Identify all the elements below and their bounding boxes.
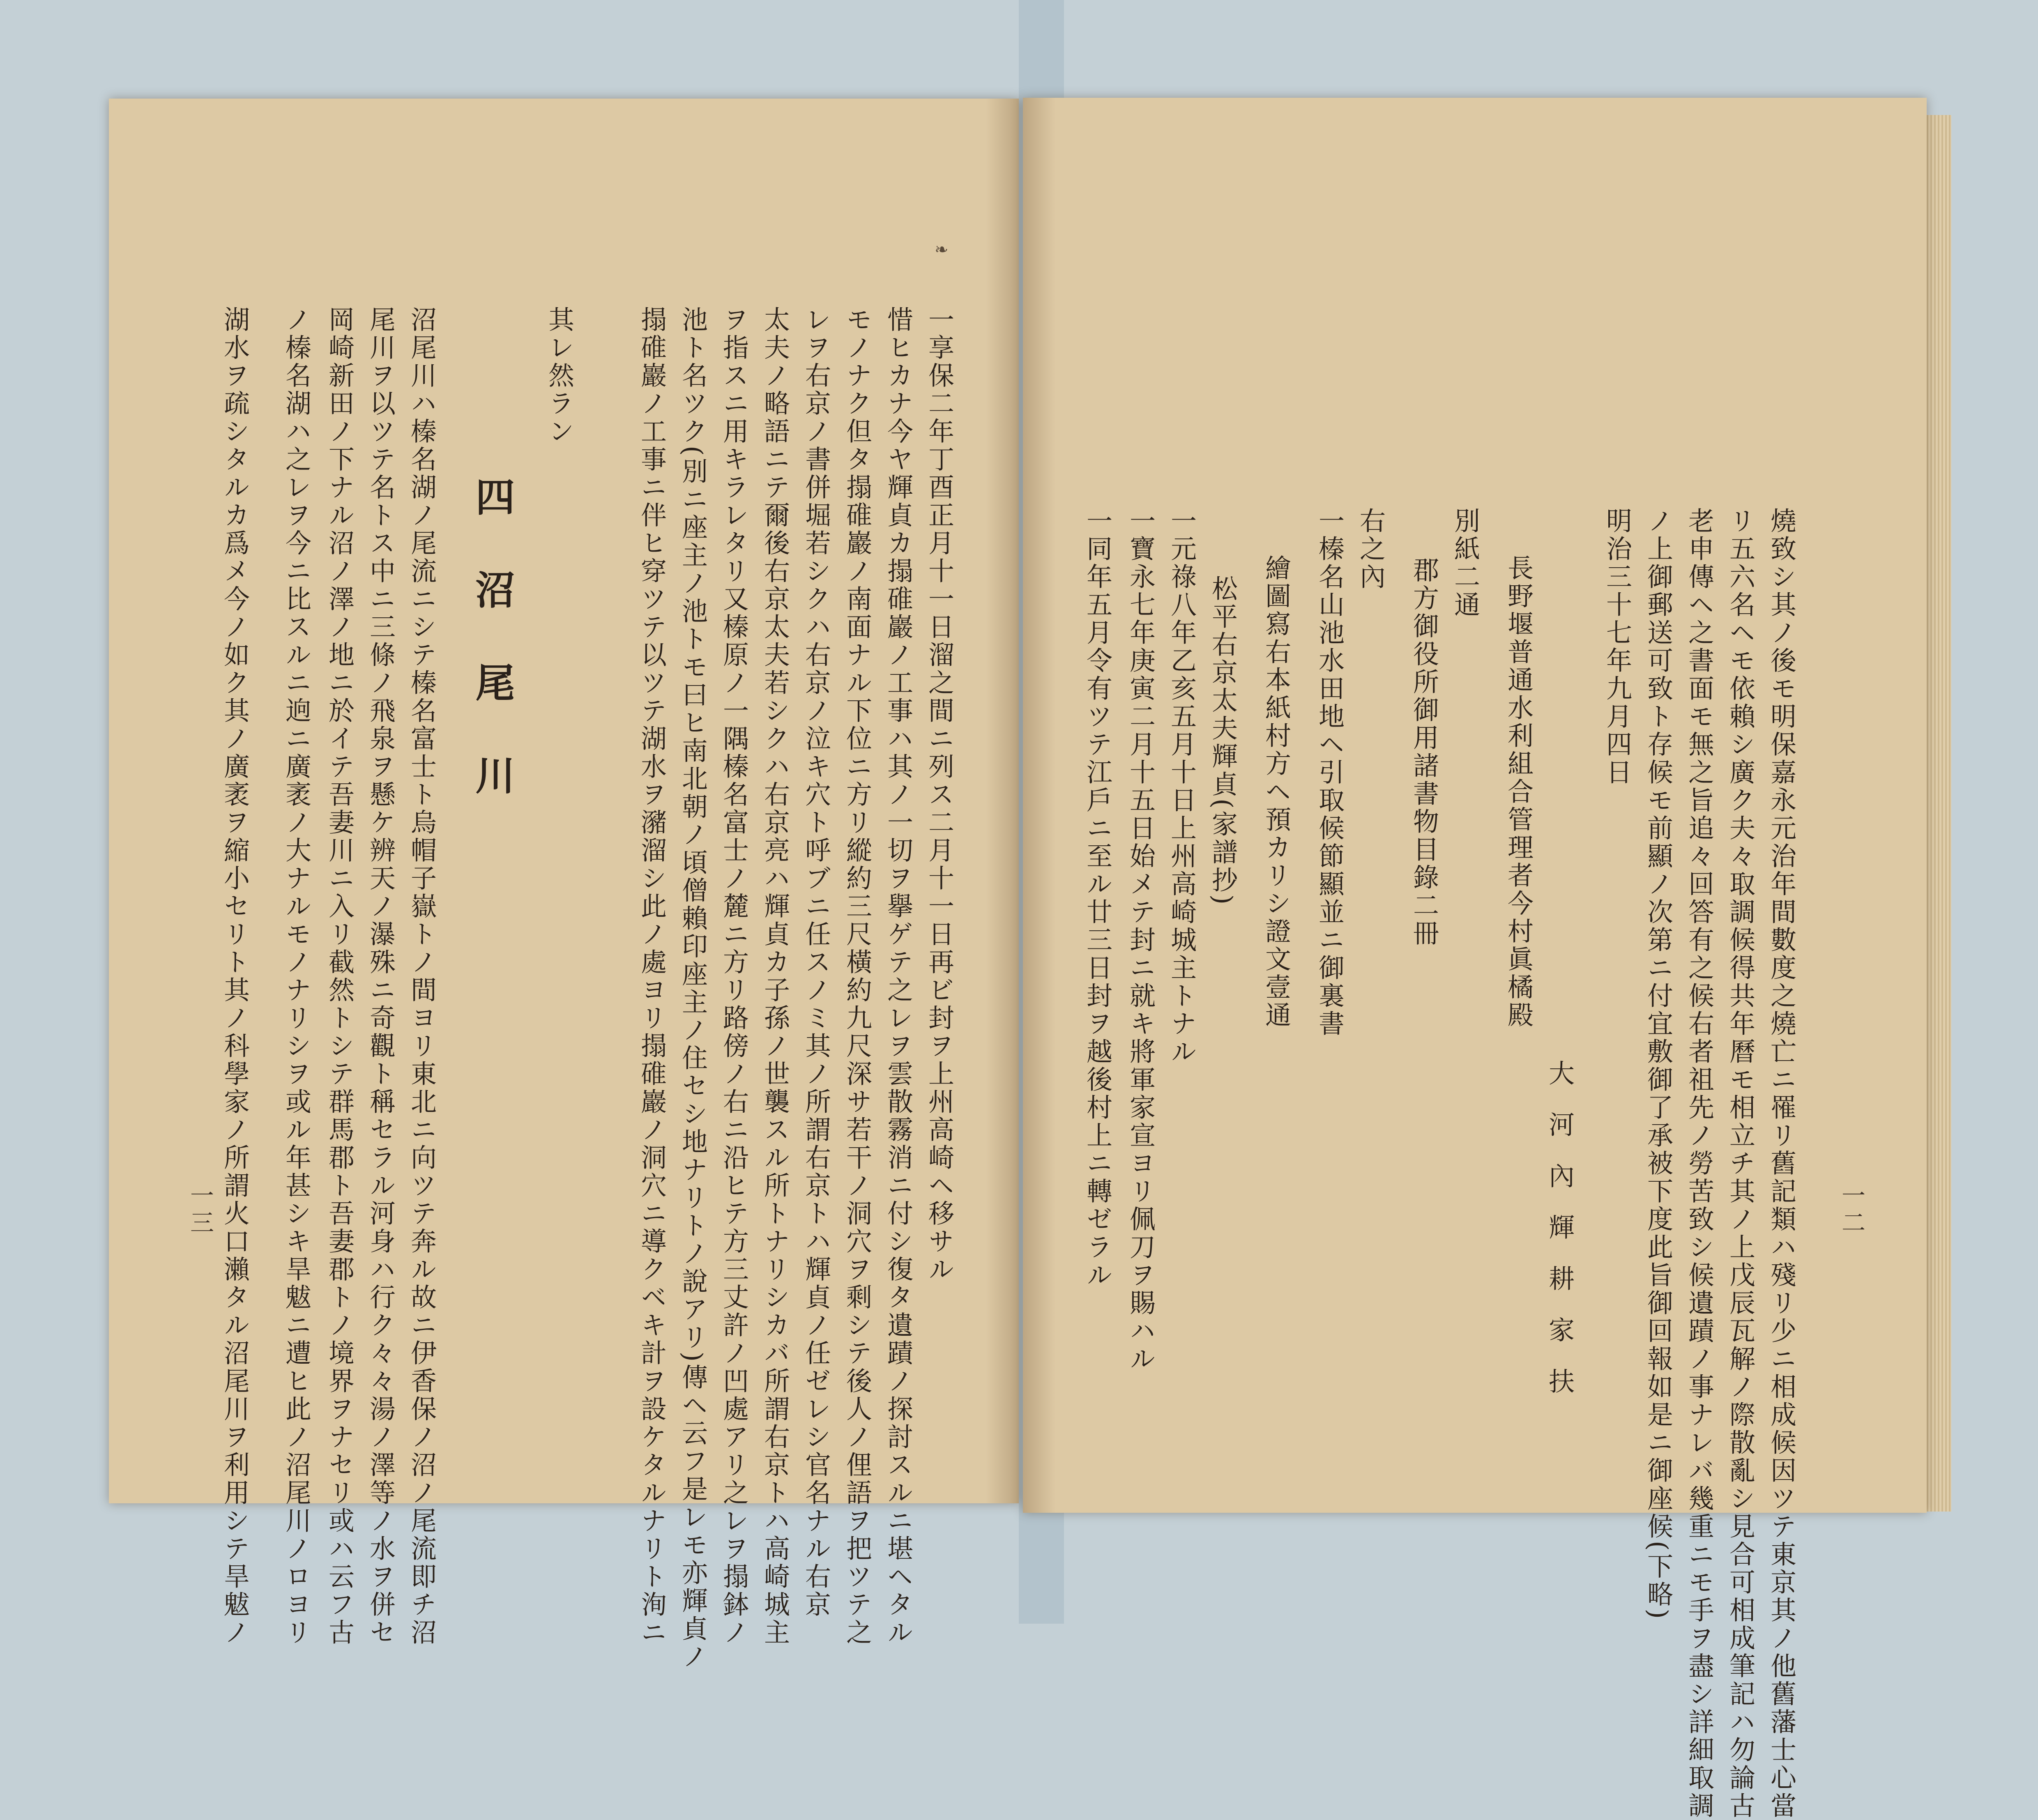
page-edges [1927, 115, 1951, 1512]
text-column: 一榛名山池水田地ヘ引取候節顯並ニ御裏書 [1315, 507, 1345, 1038]
text-column: レヲ右京ノ書併堀若シクハ右京ノ泣キ穴ト呼ブニ任スノミ其ノ所謂右京トハ輝貞ノ任ゼレシ官名ナル右京 [801, 306, 831, 1619]
text-column: 搨碓巖ノ工事ニ伴ヒ穿ツテ以ツテ湖水ヲ瀦溜シ此ノ處ヨリ搨碓巖ノ洞穴ニ導クベキ計ヲ設ケタルナリト洵ニ [637, 306, 667, 1647]
text-column: 岡崎新田ノ下ナル沼ノ澤ノ地ニ於イテ吾妻川ニ入リ截然トシテ群馬郡ト吾妻郡トノ境界ヲナセリ或ハ云フ古 [325, 306, 355, 1647]
text-column: 其レ然ラン [544, 306, 574, 446]
text-column: 一享保二年丁酉正月十一日溜之間ニ列ス二月十一日再ビ封ヲ上州高崎ヘ移サル [924, 306, 954, 1284]
text-column: 老申傳ヘ之書面モ無之旨追々回答有之候右者祖先ノ勞苦致シ候遺蹟ノ事ナレバ幾重ニモ手ヲ盡シ詳細取調 [1684, 507, 1714, 1820]
text-column: 右之內 [1356, 507, 1386, 591]
text-column: 湖水ヲ疏シタルカ爲メ今ノ如ク其ノ廣袤ヲ縮小セリト其ノ科學家ノ所謂火口瀨タル沼尾川ヲ利用シテ旱魃ノ [220, 306, 250, 1647]
text-column: 惜ヒカナ今ヤ輝貞カ搨碓巖ノ工事ハ其ノ一切ヲ擧ゲテ之レヲ雲散霧消ニ付シ復タ遺蹟ノ探討スルニ堪ヘタル [883, 306, 913, 1647]
text-column: 郡方御役所御用諸書物目錄二冊 [1409, 557, 1439, 948]
text-column: リ五六名ヘモ依賴シ廣ク夫々取調候得共年曆モ相立チ其ノ上戊辰瓦解ノ際散亂シ見合可相成筆記ハ勿論古 [1725, 507, 1755, 1820]
text-column: 太夫ノ略語ニテ爾後右京太夫若シクハ右京亮ハ輝貞カ子孫ノ世襲スル所トナリシカバ所謂右京トハ高崎城主 [760, 306, 790, 1647]
text-column: 一元祿八年乙亥五月十日上州高崎城主トナル [1167, 507, 1197, 1066]
text-column: ノ上御郵送可致ト存候モ前顯ノ次第ニ付宜敷御了承被下度此旨御回報如是ニ御座候(下略) [1643, 507, 1673, 1621]
left-page-number: 一三 [186, 1183, 214, 1237]
addressee-line: 長野堰普通水利組合管理者今村眞橘殿 [1504, 555, 1534, 1029]
gutter-shade [1023, 98, 1056, 1513]
text-column: 尾川ヲ以ツテ名トス中ニ三條ノ飛泉ヲ懸ケ辨天ノ瀑殊ニ奇觀ト稱セラル河身ハ行ク々々湯ノ澤等ノ水ヲ併セ [366, 306, 396, 1647]
section-heading: 四沼尾川 [469, 476, 516, 848]
text-column: 繪圖寫右本紙村方ヘ預カリシ證文壹通 [1261, 555, 1291, 1029]
text-column: 一同年五月令有ツテ江戶ニ至ル廿三日封ヲ越後村上ニ轉ゼラル [1082, 507, 1112, 1289]
signature: 大河內輝耕家扶 [1545, 1060, 1575, 1419]
text-column: 燒致シ其ノ後モ明保嘉永元治年間數度之燒亡ニ罹リ舊記類ハ殘リ少ニ相成候因ツテ東京其ノ他舊藩士心當 [1766, 507, 1796, 1820]
printer-mark: ❧ [935, 240, 949, 259]
text-column: 一寶永七年庚寅二月十五日始メテ封ニ就キ將軍家宣ヨリ佩刀ヲ賜ハル [1126, 507, 1156, 1373]
text-column: 池ト名ツク(別ニ座主ノ池トモ曰ヒ南北朝ノ頃僧賴印座主ノ住セシ地ナリトノ說アリ)傳ヘ云フ是レモ亦輝貞ノ [678, 306, 708, 1671]
right-page-number: 一二 [1838, 1183, 1865, 1237]
text-column: ノ榛名湖ハ之レヲ今ニ比スルニ逈ニ廣袤ノ大ナルモノナリシヲ或ル年甚シキ旱魃ニ遭ヒ此ノ沼尾川ノロヨリ [281, 306, 311, 1647]
text-column: ヲ指スニ用キラレタリ又榛原ノ一隅榛名富士ノ麓ニ方リ路傍ノ右ニ沿ヒテ方三丈許ノ凹處アリ之レヲ搨鉢ノ [719, 306, 749, 1647]
date-line: 明治三十七年九月四日 [1602, 507, 1632, 787]
text-column: 別紙二通 [1450, 507, 1480, 619]
text-column: 沼尾川ハ榛名湖ノ尾流ニシテ榛名富士ト烏帽子嶽トノ間ヨリ東北ニ向ツテ奔ル故ニ伊香保ノ沼ノ尾流即チ沼 [407, 306, 437, 1647]
gutter-shade [986, 99, 1019, 1503]
section-label: 松平右京太夫輝貞(家譜抄) [1208, 575, 1238, 907]
text-column: モノナク但タ搨碓巖ノ南面ナル下位ニ方リ縱約三尺橫約九尺深サ若干ノ洞穴ヲ剩シテ後人ノ俚語ヲ把ツテ之 [842, 306, 872, 1647]
